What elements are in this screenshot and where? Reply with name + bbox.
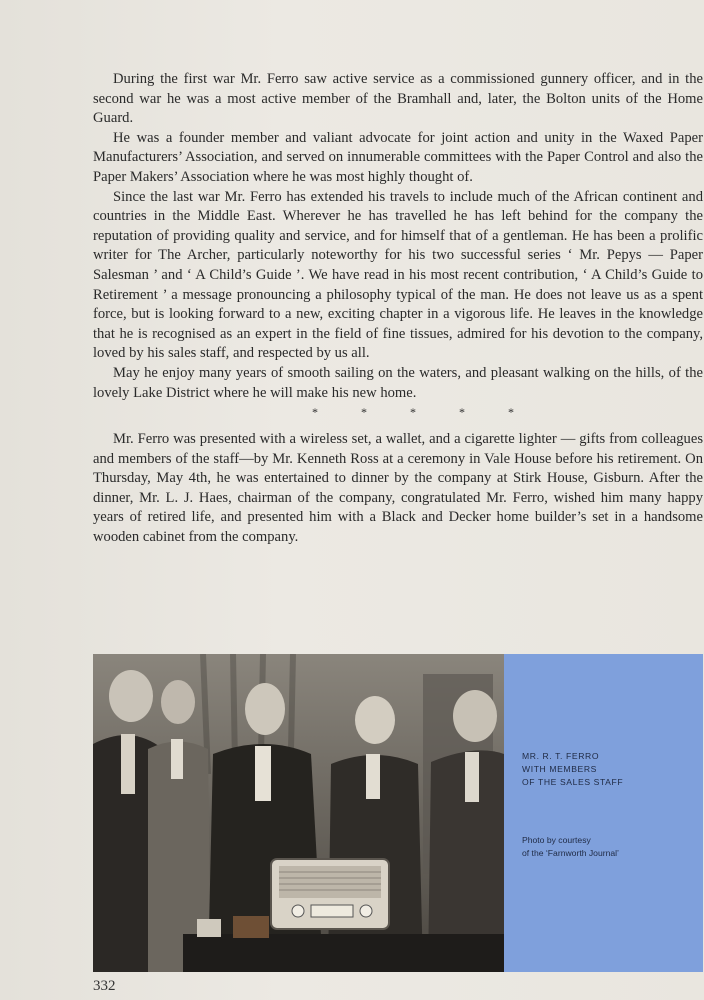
photo-illustration <box>93 654 504 972</box>
paragraph-presentation: Mr. Ferro was presented with a wireless set, a wallet, and a cigarette lighter — gifts from colleagues and members of the staff—by Mr. Kenneth Ross at a ceremony in Vale House before his retirement. On Thursday, May 4th, he was entertained to dinner by the company at Stirk House, Gisburn. After the dinner, Mr. L. J. Haes, chairman of the company, congratulated Mr. Ferro, wished him many happy years of retired life, and presented him with a Black and Decker home builder’s set in a handsome wooden cabinet from the company. <box>93 431 703 546</box>
paragraph-farewell: May he enjoy many years of smooth sailing on the waters, and pleasant walking on the hills, of the lovely Lake District where he will make his new home. <box>93 364 703 401</box>
caption-line: WITH MEMBERS <box>522 764 597 774</box>
paragraph-travels: Since the last war Mr. Ferro has extended his travels to include much of the African continent and countries in the Middle East. Wherever he has travelled he has left behind for the company the reputation of providing quality and service, and for himself that of a gentleman. He has been a prolific writer for The Archer, particularly noteworthy for his two successful series ‘ Mr. Pepys — Paper Salesman ’ and ‘ A Child’s Guide ’. We have read in his most recent contribution, ‘ A Child’s Guide to Retirement ’ a message pronouncing a philosophy typical of the man. He does not leave us as a spent force, but is looking forward to a new, exciting chapter in a vigorous life. He leaves in the knowledge that he is recognised as an expert in the field of fine tissues, admired for his devotion to the company, loved by his sales staff, and respected by us all. <box>93 188 703 362</box>
article-text <box>93 70 703 548</box>
credit-line: Photo by courtesy <box>522 835 591 845</box>
page-number: 332 <box>93 978 116 994</box>
section-separator: * * * * * <box>312 405 514 420</box>
photo-credit <box>522 834 692 860</box>
photo-figure <box>93 654 703 972</box>
spacer <box>93 422 703 430</box>
group-photo <box>93 654 504 972</box>
credit-line: of the ‘Farnworth Journal’ <box>522 848 619 858</box>
caption-panel <box>504 654 703 972</box>
caption-line: MR. R. T. FERRO <box>522 751 600 761</box>
caption-line: OF THE SALES STAFF <box>522 777 624 787</box>
photo-caption <box>522 750 692 789</box>
paragraph-war-service: During the first war Mr. Ferro saw active service as a commissioned gunnery officer, and in the second war he was a most active member of the Bramhall and, later, the Bolton units of the Home Guard. <box>93 71 703 127</box>
paragraph-associations: He was a founder member and valiant advocate for joint action and unity in the Waxed Paper Manufacturers’ Association, and served on innumerable committees with the Paper Control and also the Paper Makers’ Association where he was most highly thought of. <box>93 129 703 185</box>
